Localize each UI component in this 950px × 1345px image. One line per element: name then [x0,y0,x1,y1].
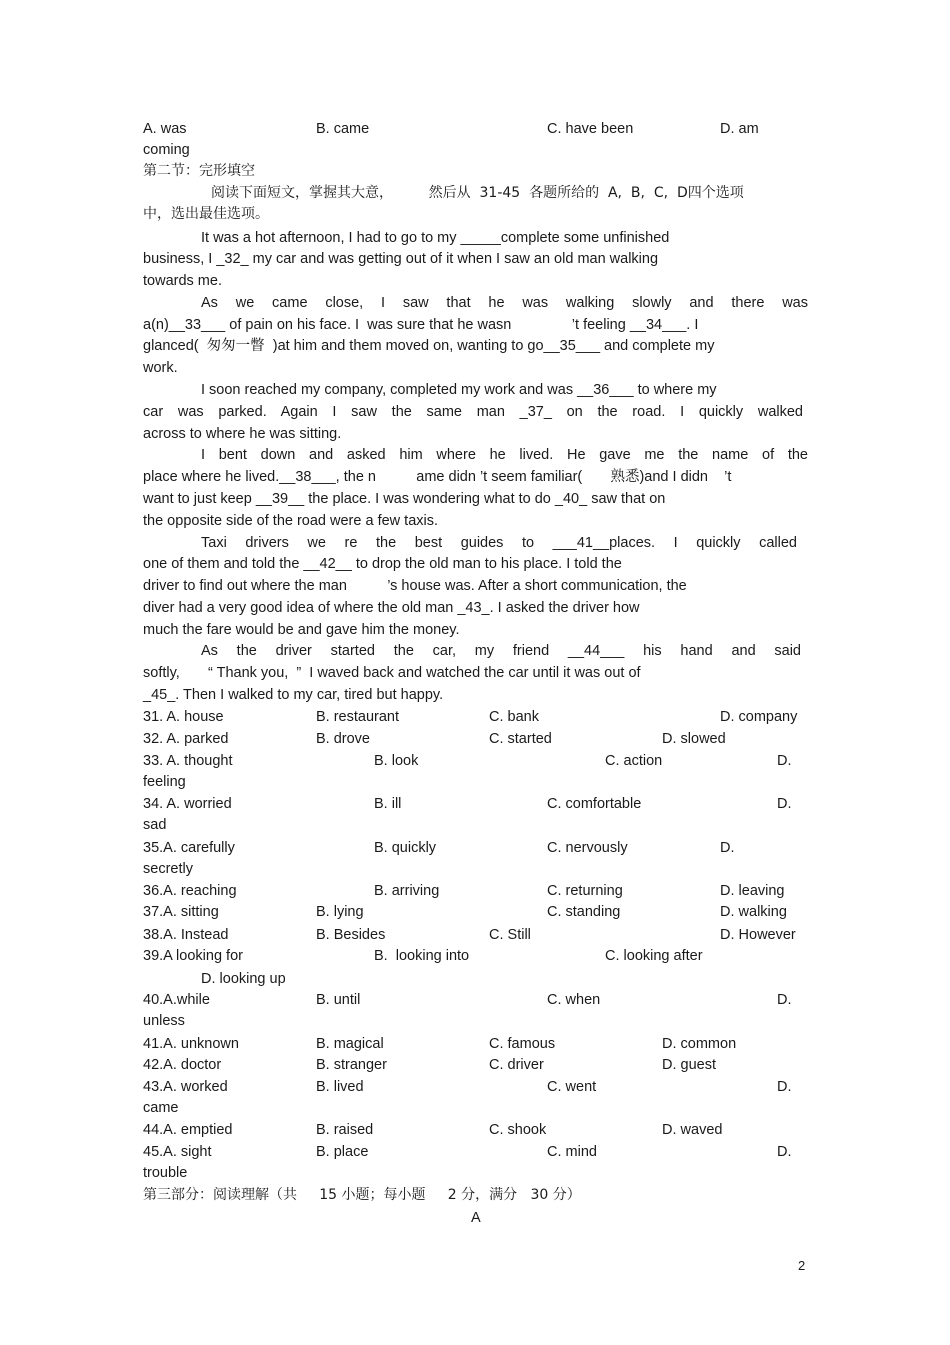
question-36-option-d: D. leaving [720,883,785,899]
question-38-option-c: C. Still [489,927,531,943]
question-34-option-c: C. comfortable [547,796,642,812]
section2-instruction-line1: 阅读下面短文，掌握其大意， 然后从 31-45 各题所给的 A, B, C, D四个选项 [211,185,744,201]
question-33-option-d-cont: feeling [143,774,186,790]
question-41-option-b: B. magical [316,1036,384,1052]
passage-line: one of them and told the __42__ to drop the old man to his place. I told the [143,556,622,572]
passage-line: business, I _32_ my car and was getting out of it when I saw an old man walking [143,251,659,267]
question-39-option-b: B. looking into [374,948,470,964]
passage-line: car was parked. Again I saw the same man _37_ on the road. I quickly walked [143,404,803,420]
question-35-option-d: D. [720,840,735,856]
passage-line: I soon reached my company, completed my work and was __36___ to where my [201,382,717,398]
passage-line: towards me. [143,273,222,289]
question-41-option-a: 41.A. unknown [143,1036,239,1052]
question-37-option-a: 37.A. sitting [143,904,219,920]
question-42-option-b: B. stranger [316,1057,387,1073]
question-35-option-a: 35.A. carefully [143,840,235,856]
passage-line: place where he lived.__38___, the n ame didn ’t seem familiar( 熟悉)and I didn ’t [143,469,732,485]
q30-option-a: A. was [143,121,187,137]
q30-option-c: C. have been [547,121,634,137]
q30-option-d-cont: coming [143,142,190,158]
question-40-option-b: B. until [316,992,361,1008]
passage-line: Taxi drivers we re the best guides to ___41__places. I quickly called [201,535,797,551]
passage-line: As the driver started the car, my friend __44___ his hand and said [201,643,801,659]
passage-line: I bent down and asked him where he lived. He gave me the name of the [201,447,808,463]
question-43-option-b: B. lived [316,1079,364,1095]
question-34-option-a: 34. A. worried [143,796,232,812]
passage-line: diver had a very good idea of where the old man _43_. I asked the driver how [143,600,640,616]
question-33-option-b: B. look [374,753,419,769]
question-32-option-a: 32. A. parked [143,731,229,747]
question-34-option-d-cont: sad [143,817,167,833]
passage-line: It was a hot afternoon, I had to go to my _____complete some unfinished [201,230,670,246]
question-42-option-c: C. driver [489,1057,544,1073]
passage-line: a(n)__33___ of pain on his face. I was sure that he wasn ’t feeling __34___. I [143,317,699,333]
passage-line: across to where he was sitting. [143,426,342,442]
passage-line: much the fare would be and gave him the money. [143,622,460,638]
question-42-option-d: D. guest [662,1057,716,1073]
passage-line: driver to find out where the man ’s house was. After a short communication, the [143,578,687,594]
passage-line: As we came close, I saw that he was walking slowly and there was [201,295,808,311]
question-44-option-a: 44.A. emptied [143,1122,233,1138]
question-44-option-c: C. shook [489,1122,547,1138]
question-44-option-b: B. raised [316,1122,374,1138]
question-36-option-c: C. returning [547,883,623,899]
question-33-option-a: 33. A. thought [143,753,233,769]
question-45-option-d-cont: trouble [143,1165,188,1181]
question-44-option-d: D. waved [662,1122,723,1138]
question-40-option-c: C. when [547,992,601,1008]
passage-line: work. [143,360,178,376]
question-45-option-a: 45.A. sight [143,1144,212,1160]
question-37-option-c: C. standing [547,904,621,920]
question-40-option-d-cont: unless [143,1013,185,1029]
question-37-option-b: B. lying [316,904,364,920]
question-31-option-c: C. bank [489,709,539,725]
question-37-option-d: D. walking [720,904,787,920]
question-34-option-d: D. [777,796,792,812]
question-38-option-a: 38.A. Instead [143,927,229,943]
question-35-option-d-cont: secretly [143,861,193,877]
question-32-option-d: D. slowed [662,731,726,747]
question-45-option-b: B. place [316,1144,369,1160]
passage-line: glanced( 匆匆一瞥 )at him and them moved on, wanting to go__35___ and complete my [143,338,715,354]
q30-option-b: B. came [316,121,370,137]
passage-line: _45_. Then I walked to my car, tired but happy. [143,687,444,703]
section2-instruction-line2: 中，选出最佳选项。 [143,206,269,222]
question-41-option-d: D. common [662,1036,737,1052]
question-45-option-c: C. mind [547,1144,597,1160]
question-43-option-a: 43.A. worked [143,1079,228,1095]
question-33-option-c: C. action [605,753,663,769]
question-33-option-d: D. [777,753,792,769]
question-39-option-c: C. looking after [605,948,703,964]
page-number: 2 [798,1258,806,1273]
question-39-option-a: 39.A looking for [143,948,243,964]
passage-line: want to just keep __39__ the place. I was wondering what to do _40_ saw that on [143,491,666,507]
question-32-option-c: C. started [489,731,552,747]
question-31-option-b: B. restaurant [316,709,400,725]
question-32-option-b: B. drove [316,731,370,747]
section2-title: 第二节：完形填空 [143,163,255,179]
question-42-option-a: 42.A. doctor [143,1057,222,1073]
question-43-option-d: D. [777,1079,792,1095]
question-34-option-b: B. ill [374,796,402,812]
question-36-option-b: B. arriving [374,883,440,899]
passage-line: the opposite side of the road were a few taxis. [143,513,439,529]
question-41-option-c: C. famous [489,1036,556,1052]
question-40-option-d: D. [777,992,792,1008]
q30-option-d: D. am [720,121,759,137]
passage-line: softly, “ Thank you, ” I waved back and watched the car until it was out of [143,665,641,681]
question-38-option-b: B. Besides [316,927,386,943]
question-35-option-c: C. nervously [547,840,628,856]
question-36-option-a: 36.A. reaching [143,883,237,899]
question-45-option-d: D. [777,1144,792,1160]
question-43-option-c: C. went [547,1079,597,1095]
question-31-option-a: 31. A. house [143,709,224,725]
question-31-option-d: D. company [720,709,798,725]
section3-title: 第三部分：阅读理解（共 15 小题；每小题 2 分，满分 30 分） [143,1187,581,1203]
section3-subheading: A [471,1210,481,1226]
question-43-option-d-cont: came [143,1100,179,1116]
question-35-option-b: B. quickly [374,840,437,856]
question-39-option-d: D. looking up [201,971,286,987]
question-38-option-d: D. However [720,927,796,943]
question-40-option-a: 40.A.while [143,992,210,1008]
